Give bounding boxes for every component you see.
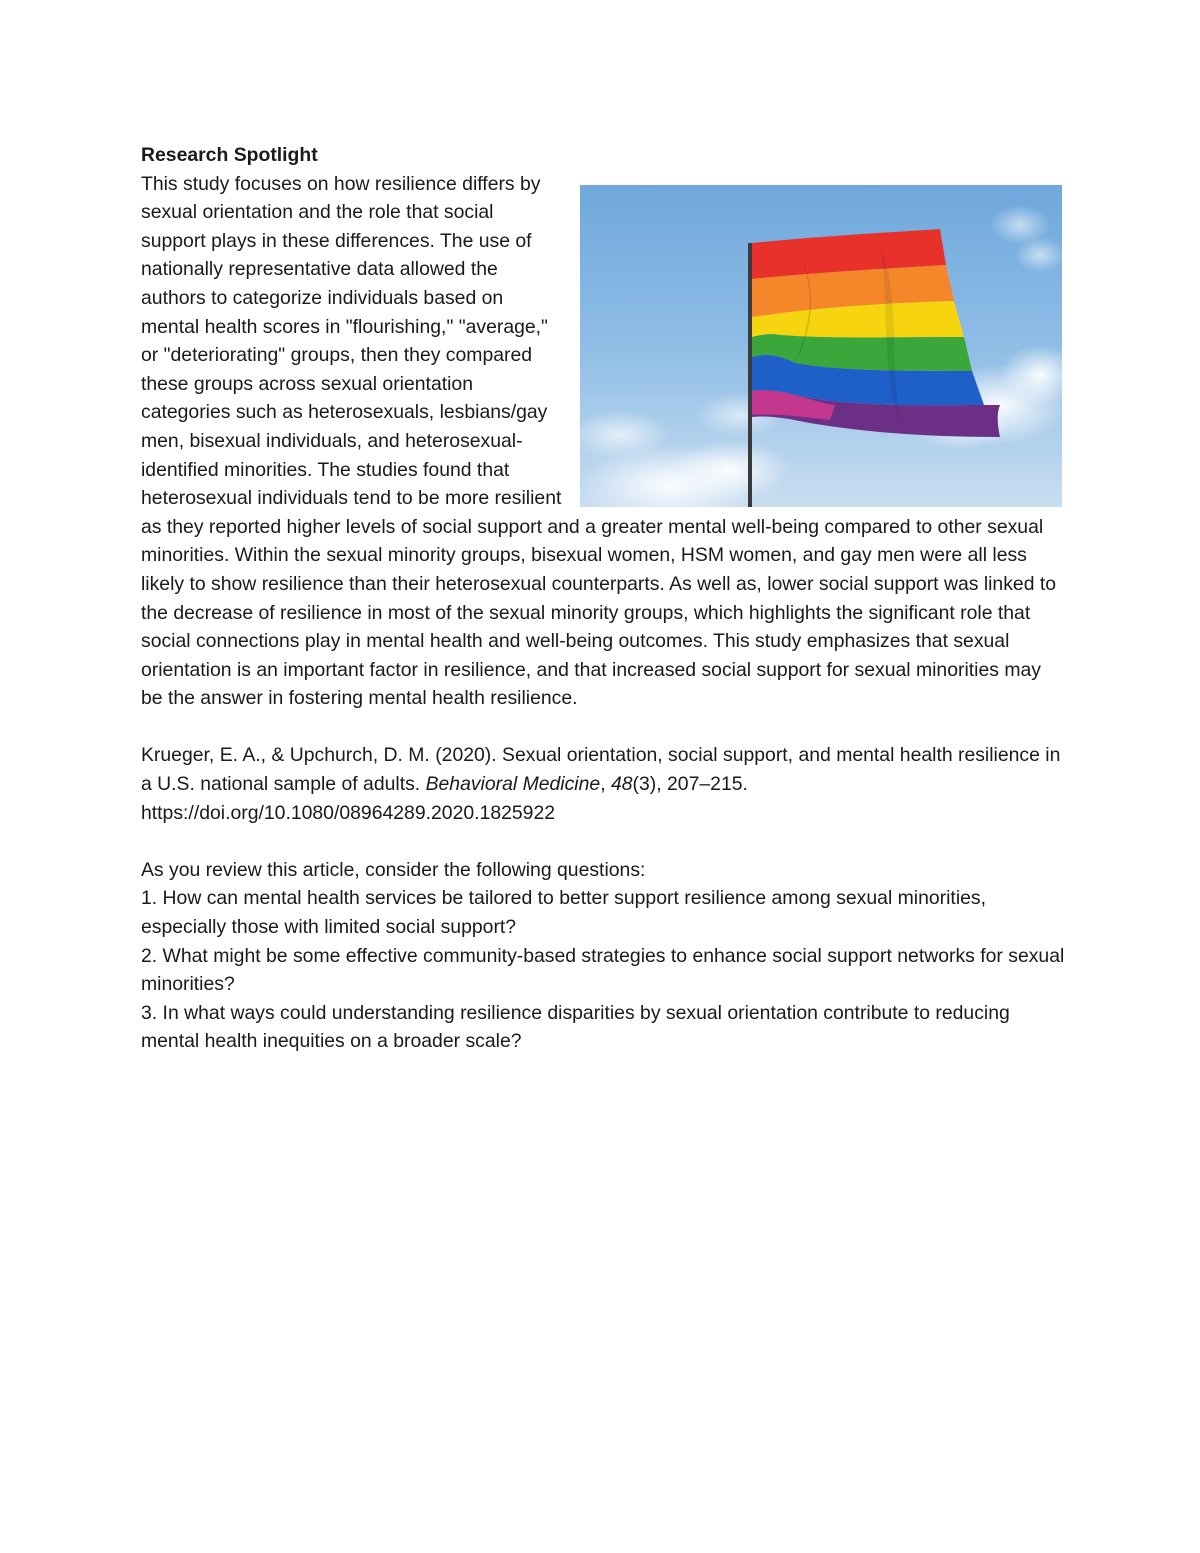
question-item: 3. In what ways could understanding resilience disparities by sexual orientation contribute to reducing mental health inequities on a broader scale? [141,1001,1010,1053]
questions-intro: As you review this article, consider the following questions: [141,858,646,881]
section-heading: Research Spotlight [141,144,318,166]
citation-journal: Behavioral Medicine [425,773,601,796]
citation-pages-doi: (3), 207–215. https://doi.org/10.1080/08964289.2020.1825922 [141,773,748,824]
rainbow-flag-icon [580,185,1062,507]
question-item: 2. What might be some effective community-based strategies to enhance social support networks for sexual minorities? [141,944,1065,996]
document-body [141,141,1066,1056]
spacer [141,713,1066,742]
citation [141,741,1066,827]
spacer [141,827,1066,856]
citation-volume: 48 [610,773,633,796]
spotlight-paragraph: This study focuses on how resilience differs by sexual orientation and the role that social support plays in these differences. The use of nationally representative data allowed the authors to categorize individuals based on mental health scores in "flourishing," "average," or "deteriorating" groups, then they compared these groups across sexual orientation categories such as heterosexuals, lesbians/gay men, bisexual individuals, and heterosexual-identified minorities. The studies found that heterosexual individuals tend to be more resilient as they reported higher levels of social support and a greater mental well-being compared to other sexual minorities. Within the sexual minority groups, bisexual women, HSM women, and gay men were all less likely to show resilience than their heterosexual counterparts. As well as, lower social support was linked to the decrease of resilience in most of the sexual minority groups, which highlights the significant role that social connections play in mental health and well-being outcomes. This study emphasizes that sexual orientation is an important factor in resilience, and that increased social support for sexual minorities may be the answer in fostering mental health resilience. [141,172,1057,710]
pride-flag-image [580,185,1062,507]
citation-separator: , [600,773,611,796]
question-item: 1. How can mental health services be tailored to better support resilience among sexual minorities, especially those with limited social support? [141,887,986,939]
citation-authors: Krueger, E. A., & Upchurch, D. M. (2020). Sexual orientation, social support, and mental health resilience in a U.S. national sample of adults. [141,744,1061,796]
